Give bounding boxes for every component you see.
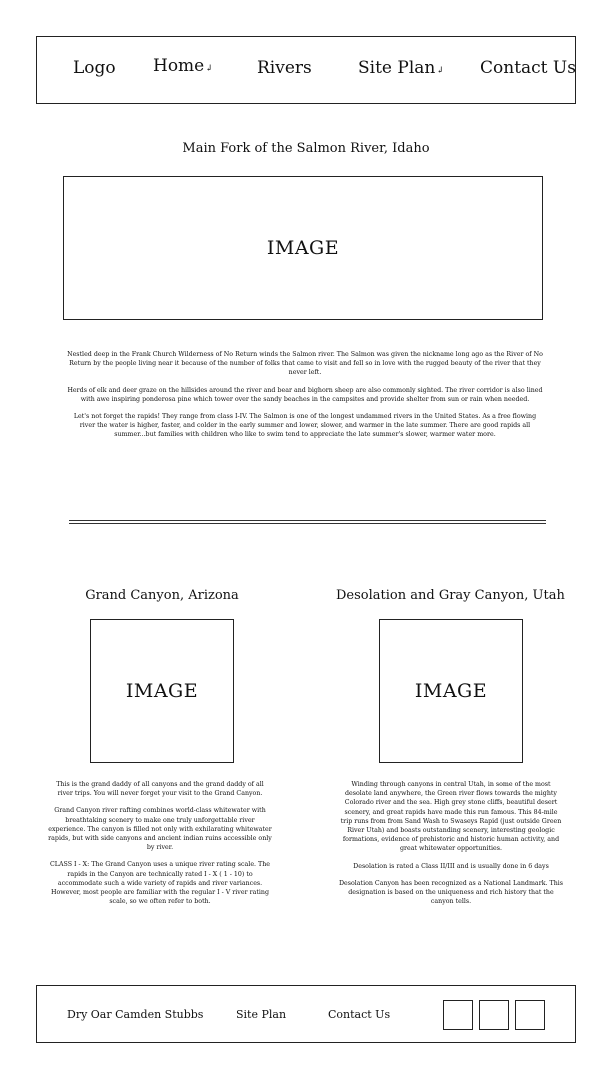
main-image-placeholder <box>63 176 543 320</box>
grand-canyon-paragraph: Grand Canyon river rafting combines world-class whitewater with breathtaking scenery to make one truly unforgettable river experience. The canyon is filled not only with exhilarating whitewater rapids, but with side canyons and ancient indian ruins accessible only by river. <box>48 807 272 852</box>
footer-brand: Dry Oar Camden Stubbs <box>67 1008 204 1021</box>
social-icon[interactable] <box>515 1000 545 1030</box>
main-title: Main Fork of the Salmon River, Idaho <box>182 141 430 156</box>
social-icon[interactable] <box>479 1000 509 1030</box>
cursor-mark-icon: ↲ <box>436 66 444 76</box>
nav-home[interactable] <box>153 56 213 76</box>
main-description <box>66 350 544 448</box>
grand-canyon-title: Grand Canyon, Arizona <box>85 588 239 603</box>
desolation-image-placeholder <box>379 619 523 763</box>
grand-canyon-paragraph: CLASS I - X: The Grand Canyon uses a unique river rating scale. The rapids in the Canyon are technically rated I - X ( 1 - 10) to accommodate such a wide variety of rapids and river variances. However, most people are familiar with the regular I - V river rating scale, so we often refer to both. <box>49 861 271 906</box>
main-paragraph: Let's not forget the rapids! They range from class I-IV. The Salmon is one of the longest undammed rivers in the United States. As a free flowing river the water is higher, faster, and colder in the early summer and lower, slower, and warmer in the late summer. There are good rapids all summer...but families with children who like to swim tend to appreciate the late summer's slower, warmer water more. <box>73 413 537 439</box>
footer <box>36 985 576 1043</box>
footer-site-plan-link[interactable]: Site Plan <box>236 1008 287 1021</box>
desolation-description <box>338 780 564 914</box>
grand-canyon-image-placeholder <box>90 619 234 763</box>
main-paragraph: Herds of elk and deer graze on the hillsides around the river and bear and bighorn sheep are also commonly sighted. The river corridor is also lined with awe inspiring ponderosa pine which tower over the sandy beaches in the campsites and provide shelter from sun or rain when needed. <box>67 386 543 403</box>
nav-logo[interactable]: Logo <box>73 58 116 78</box>
grand-canyon-description <box>48 780 272 914</box>
cursor-mark-icon: ↲ <box>205 64 213 74</box>
nav-contact[interactable]: Contact Us <box>480 58 576 78</box>
desolation-title: Desolation and Gray Canyon, Utah <box>336 588 565 603</box>
nav-site-plan-label: Site Plan <box>358 58 436 78</box>
main-paragraph: Nestled deep in the Frank Church Wilderness of No Return winds the Salmon river. The Salmon was given the nickname long ago as the River of No Return by the people living near it because of the number of folks that came to visit and fell so in love with the rugged beauty of the river that they never left. <box>67 351 543 377</box>
desolation-paragraph: Winding through canyons in central Utah, in some of the most desolate land anywhere, the Green river flows towards the mighty Colorado river and the sea. High grey stone cliffs, beautiful desert scenery, and great rapids have made this run famous. This 84-mile trip runs from from Sand Wash to Swaseys Rapid (just outside Green River Utah) and boasts outstanding scenery, interesting geologic formations, evidence of prehistoric and historic human activity, and great whitewater opportunities. <box>340 781 562 853</box>
nav-rivers[interactable]: Rivers <box>257 58 312 78</box>
grand-canyon-image-label: IMAGE <box>125 680 199 702</box>
top-nav <box>36 36 576 104</box>
nav-home-label: Home <box>153 56 205 76</box>
desolation-paragraph: Desolation is rated a Class II/III and is usually done in 6 days <box>353 862 549 870</box>
main-image-label: IMAGE <box>266 237 340 259</box>
social-icon[interactable] <box>443 1000 473 1030</box>
desolation-paragraph: Desolation Canyon has been recognized as a National Landmark. This designation is based on the uniqueness and rich history that the canyon tells. <box>338 879 564 906</box>
footer-contact-link[interactable]: Contact Us <box>328 1008 391 1021</box>
desolation-image-label: IMAGE <box>414 680 488 702</box>
section-divider <box>69 520 546 524</box>
nav-site-plan[interactable] <box>358 58 444 78</box>
grand-canyon-paragraph: This is the grand daddy of all canyons and the grand daddy of all river trips. You will never forget your visit to the Grand Canyon. <box>56 781 264 798</box>
